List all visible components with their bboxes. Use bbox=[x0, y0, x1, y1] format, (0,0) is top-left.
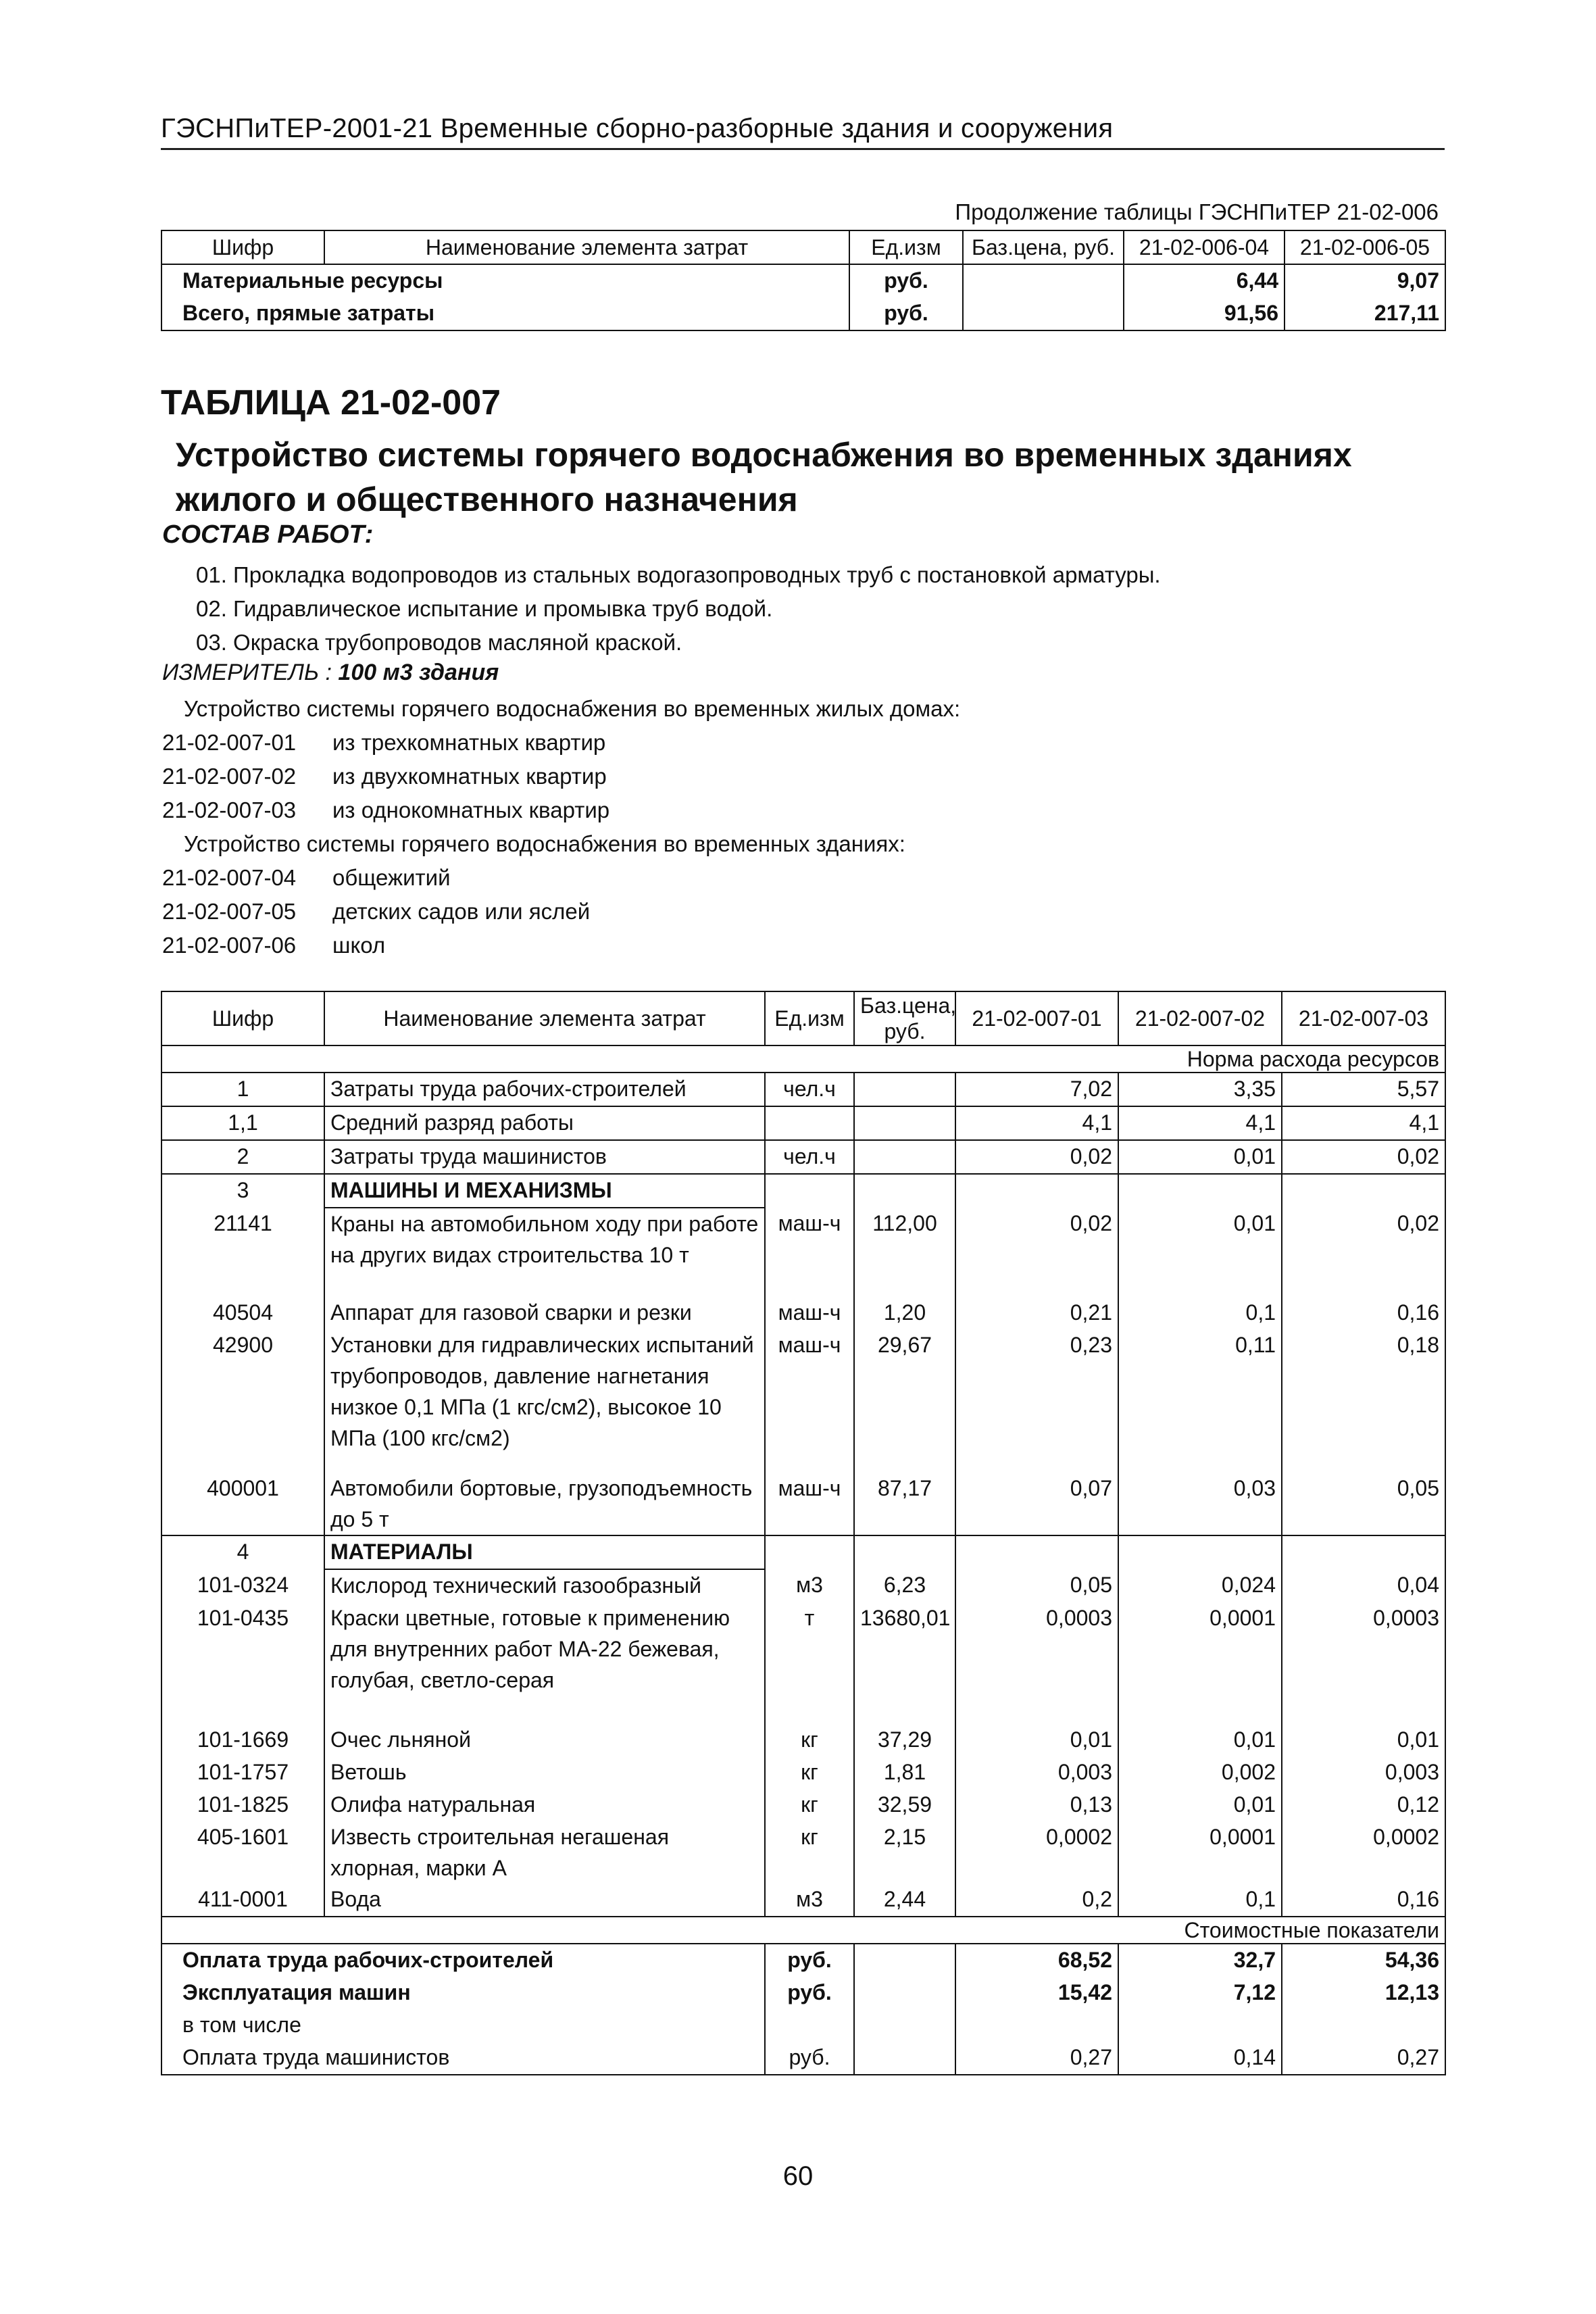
row-value: 6,44 bbox=[1124, 264, 1285, 297]
row-code: 101-1669 bbox=[161, 1724, 324, 1756]
code-row bbox=[162, 929, 960, 962]
table-row bbox=[161, 1821, 1445, 1884]
col-header: 21-02-007-03 bbox=[1282, 991, 1445, 1045]
row-value: 0,01 bbox=[1118, 1140, 1282, 1174]
code-row bbox=[162, 793, 960, 827]
table-row bbox=[161, 1789, 1445, 1821]
code-text: из однокомнатных квартир bbox=[332, 797, 610, 822]
row-price: 2,44 bbox=[854, 1884, 955, 1917]
row-value: 0,05 bbox=[955, 1569, 1118, 1602]
row-unit bbox=[765, 1106, 854, 1140]
row-price bbox=[963, 297, 1124, 330]
row-value: 217,11 bbox=[1285, 297, 1445, 330]
measure-label: ИЗМЕРИТЕЛЬ : bbox=[162, 660, 332, 685]
row-price: 112,00 bbox=[854, 1208, 955, 1297]
code-row bbox=[162, 895, 960, 929]
row-code: 21141 bbox=[161, 1208, 324, 1297]
empty-cell bbox=[1118, 2009, 1282, 2042]
row-value: 0,04 bbox=[1282, 1569, 1445, 1602]
cost-value: 0,27 bbox=[955, 2042, 1118, 2075]
col-header: Наименование элемента затрат bbox=[324, 230, 849, 264]
row-value: 0,0002 bbox=[955, 1821, 1118, 1884]
table-row bbox=[161, 1297, 1445, 1329]
table-row bbox=[161, 1756, 1445, 1789]
works-label: СОСТАВ РАБОТ: bbox=[162, 520, 374, 549]
row-price: 32,59 bbox=[854, 1789, 955, 1821]
cost-row bbox=[161, 1977, 1445, 2009]
code-row bbox=[162, 760, 960, 793]
row-name: Кислород технический газообразный bbox=[324, 1569, 765, 1602]
row-value: 0,003 bbox=[1282, 1756, 1445, 1789]
empty-cell bbox=[854, 2009, 955, 2042]
row-value: 0,16 bbox=[1282, 1297, 1445, 1329]
row-price bbox=[854, 1140, 955, 1174]
row-value: 0,12 bbox=[1282, 1789, 1445, 1821]
row-name: Вода bbox=[324, 1884, 765, 1917]
row-name: Средний разряд работы bbox=[324, 1106, 765, 1140]
row-price bbox=[854, 1106, 955, 1140]
row-value: 0,02 bbox=[955, 1208, 1118, 1297]
empty-cell bbox=[1282, 1174, 1445, 1208]
row-unit: кг bbox=[765, 1789, 854, 1821]
cost-row bbox=[161, 1944, 1445, 1977]
row-value: 9,07 bbox=[1285, 264, 1445, 297]
row-unit: кг bbox=[765, 1756, 854, 1789]
row-value: 4,1 bbox=[1282, 1106, 1445, 1140]
row-unit: маш-ч bbox=[765, 1329, 854, 1473]
section-row bbox=[161, 1535, 1445, 1569]
table-row bbox=[161, 264, 1445, 297]
row-price: 6,23 bbox=[854, 1569, 955, 1602]
table-title: Устройство системы горячего водоснабжения во временных зданиях жилого и общественного назначения bbox=[176, 436, 1352, 518]
row-value: 4,1 bbox=[1118, 1106, 1282, 1140]
row-unit: кг bbox=[765, 1724, 854, 1756]
cost-value: 54,36 bbox=[1282, 1944, 1445, 1977]
row-value: 0,03 bbox=[1118, 1473, 1282, 1535]
row-name: Установки для гидравлических испытаний трубопроводов, давление нагнетания низкое 0,1 МПа (1 кгс/см2), высокое 10 МПа (100 кгс/см2) bbox=[324, 1329, 765, 1473]
row-value: 0,18 bbox=[1282, 1329, 1445, 1473]
resources-table bbox=[161, 991, 1446, 2075]
code: 21-02-007-06 bbox=[162, 933, 297, 958]
cost-unit: руб. bbox=[765, 1977, 854, 2009]
code-text: из трехкомнатных квартир bbox=[332, 730, 606, 755]
table-row bbox=[161, 1724, 1445, 1756]
row-value: 0,01 bbox=[1118, 1724, 1282, 1756]
row-value: 0,003 bbox=[955, 1756, 1118, 1789]
row-value: 0,07 bbox=[955, 1473, 1118, 1535]
col-header: Баз.цена, руб. bbox=[963, 230, 1124, 264]
row-code: 405-1601 bbox=[161, 1821, 324, 1884]
col-header: 21-02-006-04 bbox=[1124, 230, 1285, 264]
row-unit: руб. bbox=[849, 297, 963, 330]
empty-cell bbox=[854, 1944, 955, 1977]
cost-row bbox=[161, 2009, 1445, 2042]
cost-label-row bbox=[161, 1917, 1445, 1944]
empty-cell bbox=[955, 2009, 1118, 2042]
col-header: 21-02-007-01 bbox=[955, 991, 1118, 1045]
row-price bbox=[963, 264, 1124, 297]
row-value: 0,01 bbox=[1282, 1724, 1445, 1756]
cost-label: Стоимостные показатели bbox=[161, 1917, 1445, 1944]
row-code: 101-1825 bbox=[161, 1789, 324, 1821]
row-unit: м3 bbox=[765, 1884, 854, 1917]
continuation-caption: Продолжение таблицы ГЭСНПиТЕР 21-02-006 bbox=[955, 199, 1439, 224]
table-row bbox=[161, 1473, 1445, 1535]
row-value: 0,02 bbox=[1282, 1208, 1445, 1297]
row-value: 0,13 bbox=[955, 1789, 1118, 1821]
empty-cell bbox=[765, 1174, 854, 1208]
row-value: 0,02 bbox=[955, 1140, 1118, 1174]
table-heading: ТАБЛИЦА 21-02-007 bbox=[161, 383, 501, 422]
code: 21-02-007-02 bbox=[162, 764, 297, 789]
empty-cell bbox=[1282, 2009, 1445, 2042]
cost-unit: руб. bbox=[765, 1944, 854, 1977]
col-header: Шифр bbox=[161, 230, 324, 264]
row-value: 0,21 bbox=[955, 1297, 1118, 1329]
row-code: 1 bbox=[161, 1073, 324, 1106]
table-row bbox=[161, 1884, 1445, 1917]
row-value: 0,0002 bbox=[1282, 1821, 1445, 1884]
row-value: 0,002 bbox=[1118, 1756, 1282, 1789]
col-header: Баз.цена, руб. bbox=[854, 991, 955, 1045]
row-value: 0,11 bbox=[1118, 1329, 1282, 1473]
row-unit: чел.ч bbox=[765, 1140, 854, 1174]
code-row bbox=[162, 861, 960, 895]
col-header: Шифр bbox=[161, 991, 324, 1045]
table-row bbox=[161, 1106, 1445, 1140]
section-title: МАТЕРИАЛЫ bbox=[324, 1535, 765, 1569]
row-value: 4,1 bbox=[955, 1106, 1118, 1140]
empty-cell bbox=[854, 2042, 955, 2075]
cost-unit: руб. bbox=[765, 2042, 854, 2075]
row-name: Аппарат для газовой сварки и резки bbox=[324, 1297, 765, 1329]
works-list bbox=[196, 558, 1161, 660]
cost-value: 32,7 bbox=[1118, 1944, 1282, 1977]
row-value: 5,57 bbox=[1282, 1073, 1445, 1106]
row-price bbox=[854, 1073, 955, 1106]
row-value: 0,16 bbox=[1282, 1884, 1445, 1917]
row-price: 29,67 bbox=[854, 1329, 955, 1473]
code: 21-02-007-05 bbox=[162, 899, 297, 924]
row-name: Затраты труда машинистов bbox=[324, 1140, 765, 1174]
row-value: 0,01 bbox=[955, 1724, 1118, 1756]
empty-cell bbox=[765, 2009, 854, 2042]
row-value: 7,02 bbox=[955, 1073, 1118, 1106]
row-value: 0,01 bbox=[1118, 1789, 1282, 1821]
row-code: 1,1 bbox=[161, 1106, 324, 1140]
code-row bbox=[162, 726, 960, 760]
empty-cell bbox=[955, 1535, 1118, 1569]
row-unit: маш-ч bbox=[765, 1208, 854, 1297]
row-code: 42900 bbox=[161, 1329, 324, 1473]
norm-label: Норма расхода ресурсов bbox=[161, 1045, 1445, 1073]
codes-list bbox=[162, 692, 960, 962]
row-name: Известь строительная негашеная хлорная, марки А bbox=[324, 1821, 765, 1884]
cost-row bbox=[161, 2042, 1445, 2075]
code: 21-02-007-04 bbox=[162, 865, 297, 890]
cost-value: 0,27 bbox=[1282, 2042, 1445, 2075]
cost-name: в том числе bbox=[161, 2009, 765, 2042]
row-price: 1,20 bbox=[854, 1297, 955, 1329]
row-name: Краски цветные, готовые к применению для внутренних работ МА-22 бежевая, голубая, светло-серая bbox=[324, 1602, 765, 1724]
row-value: 0,01 bbox=[1118, 1208, 1282, 1297]
row-value: 0,1 bbox=[1118, 1884, 1282, 1917]
row-value: 0,0001 bbox=[1118, 1602, 1282, 1724]
row-unit: руб. bbox=[849, 264, 963, 297]
empty-cell bbox=[1282, 1535, 1445, 1569]
code: 21-02-007-03 bbox=[162, 797, 297, 822]
measure-line bbox=[162, 660, 499, 686]
code-text: детских садов или яслей bbox=[332, 899, 591, 924]
section-title: МАШИНЫ И МЕХАНИЗМЫ bbox=[324, 1174, 765, 1208]
row-code: 101-1757 bbox=[161, 1756, 324, 1789]
measure-value: 100 м3 здания bbox=[338, 660, 499, 685]
empty-cell bbox=[854, 1977, 955, 2009]
row-name: Олифа натуральная bbox=[324, 1789, 765, 1821]
norm-label-row bbox=[161, 1045, 1445, 1073]
continuation-table bbox=[161, 230, 1446, 331]
empty-cell bbox=[955, 1174, 1118, 1208]
row-value: 0,0003 bbox=[1282, 1602, 1445, 1724]
empty-cell bbox=[1118, 1535, 1282, 1569]
cost-name: Эксплуатация машин bbox=[161, 1977, 765, 2009]
table-row bbox=[161, 1073, 1445, 1106]
row-name: Материальные ресурсы bbox=[161, 264, 849, 297]
row-name: Затраты труда рабочих-строителей bbox=[324, 1073, 765, 1106]
row-name: Краны на автомобильном ходу при работе на других видах строительства 10 т bbox=[324, 1208, 765, 1297]
row-name: Всего, прямые затраты bbox=[161, 297, 849, 330]
col-header: Ед.изм bbox=[765, 991, 854, 1045]
row-name: Очес льняной bbox=[324, 1724, 765, 1756]
row-price: 13680,01 bbox=[854, 1602, 955, 1724]
cost-name: Оплата труда рабочих-строителей bbox=[161, 1944, 765, 1977]
empty-cell bbox=[1118, 1174, 1282, 1208]
page-number: 60 bbox=[782, 2161, 814, 2191]
section-code: 3 bbox=[161, 1174, 324, 1208]
row-price: 2,15 bbox=[854, 1821, 955, 1884]
code: 21-02-007-01 bbox=[162, 730, 297, 755]
continuation-header-row bbox=[161, 230, 1445, 264]
cost-value: 12,13 bbox=[1282, 1977, 1445, 2009]
work-item: 01. Прокладка водопроводов из стальных водогазопроводных труб с постановкой арматуры. bbox=[196, 562, 1161, 587]
code-text: общежитий bbox=[332, 865, 451, 890]
cost-value: 68,52 bbox=[955, 1944, 1118, 1977]
group-title: Устройство системы горячего водоснабжения во временных зданиях: bbox=[184, 831, 905, 856]
section-row bbox=[161, 1174, 1445, 1208]
row-name: Автомобили бортовые, грузоподъемность до 5 т bbox=[324, 1473, 765, 1535]
row-unit: чел.ч bbox=[765, 1073, 854, 1106]
row-code: 101-0435 bbox=[161, 1602, 324, 1724]
table-row bbox=[161, 1602, 1445, 1724]
col-header: 21-02-006-05 bbox=[1285, 230, 1445, 264]
row-value: 0,0001 bbox=[1118, 1821, 1282, 1884]
code-text: из двухкомнатных квартир bbox=[332, 764, 607, 789]
row-code: 40504 bbox=[161, 1297, 324, 1329]
row-code: 101-0324 bbox=[161, 1569, 324, 1602]
cost-value: 15,42 bbox=[955, 1977, 1118, 2009]
work-item: 03. Окраска трубопроводов масляной краской. bbox=[196, 630, 682, 655]
row-unit: т bbox=[765, 1602, 854, 1724]
table-row bbox=[161, 1329, 1445, 1473]
row-code: 2 bbox=[161, 1140, 324, 1174]
row-unit: маш-ч bbox=[765, 1473, 854, 1535]
row-price: 87,17 bbox=[854, 1473, 955, 1535]
code-text: школ bbox=[332, 933, 386, 958]
work-item: 02. Гидравлическое испытание и промывка труб водой. bbox=[196, 596, 773, 621]
row-price: 1,81 bbox=[854, 1756, 955, 1789]
table-row bbox=[161, 1140, 1445, 1174]
row-value: 91,56 bbox=[1124, 297, 1285, 330]
empty-cell bbox=[854, 1535, 955, 1569]
col-header: 21-02-007-02 bbox=[1118, 991, 1282, 1045]
row-unit: кг bbox=[765, 1821, 854, 1884]
row-value: 0,02 bbox=[1282, 1140, 1445, 1174]
resources-header-row bbox=[161, 991, 1445, 1045]
row-value: 0,23 bbox=[955, 1329, 1118, 1473]
cost-name: Оплата труда машинистов bbox=[161, 2042, 765, 2075]
row-code: 400001 bbox=[161, 1473, 324, 1535]
empty-cell bbox=[854, 1174, 955, 1208]
section-code: 4 bbox=[161, 1535, 324, 1569]
running-header: ГЭСНПиТЕР-2001-21 Временные сборно-разборные здания и сооружения bbox=[161, 114, 1445, 150]
row-value: 0,0003 bbox=[955, 1602, 1118, 1724]
cost-value: 7,12 bbox=[1118, 1977, 1282, 2009]
row-value: 0,05 bbox=[1282, 1473, 1445, 1535]
empty-cell bbox=[765, 1535, 854, 1569]
row-code: 411-0001 bbox=[161, 1884, 324, 1917]
row-unit: маш-ч bbox=[765, 1297, 854, 1329]
col-header: Наименование элемента затрат bbox=[324, 991, 765, 1045]
row-price: 37,29 bbox=[854, 1724, 955, 1756]
row-value: 3,35 bbox=[1118, 1073, 1282, 1106]
row-value: 0,024 bbox=[1118, 1569, 1282, 1602]
row-name: Ветошь bbox=[324, 1756, 765, 1789]
table-row bbox=[161, 297, 1445, 330]
row-value: 0,1 bbox=[1118, 1297, 1282, 1329]
table-row bbox=[161, 1569, 1445, 1602]
table-row bbox=[161, 1208, 1445, 1297]
col-header: Ед.изм bbox=[849, 230, 963, 264]
cost-value: 0,14 bbox=[1118, 2042, 1282, 2075]
row-unit: м3 bbox=[765, 1569, 854, 1602]
row-value: 0,2 bbox=[955, 1884, 1118, 1917]
group-title: Устройство системы горячего водоснабжения во временных жилых домах: bbox=[184, 696, 961, 721]
